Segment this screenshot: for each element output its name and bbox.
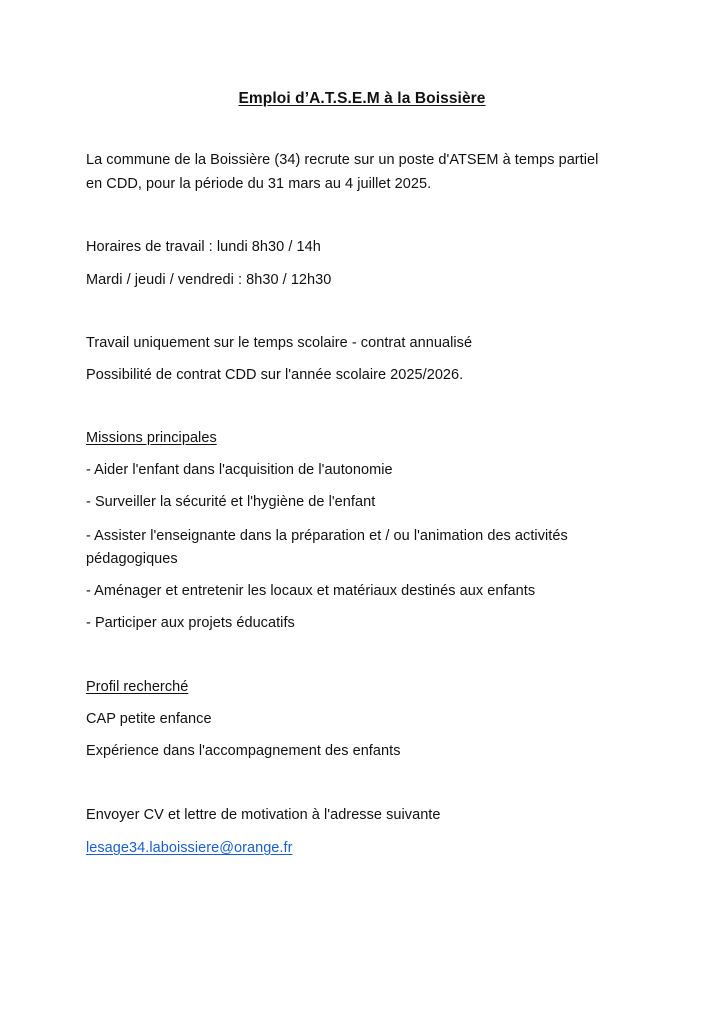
intro-line-1: La commune de la Boissière (34) recrute sur un poste d'ATSEM à temps partiel [86, 152, 599, 168]
contact-email-link[interactable]: lesage34.laboissiere@orange.fr [86, 840, 293, 856]
hours-line-2: Mardi / jeudi / vendredi : 8h30 / 12h30 [86, 272, 332, 288]
profile-heading: Profil recherché [86, 679, 189, 695]
intro-line-2: en CDD, pour la période du 31 mars au 4 juillet 2025. [86, 176, 432, 192]
mission-item-1: - Aider l'enfant dans l'acquisition de l'autonomie [86, 462, 393, 478]
hours-line-1: Horaires de travail : lundi 8h30 / 14h [86, 239, 321, 255]
mission-item-2: - Surveiller la sécurité et l'hygiène de l'enfant [86, 494, 376, 510]
mission-item-4: - Aménager et entretenir les locaux et matériaux destinés aux enfants [86, 583, 536, 599]
profile-line-2: Expérience dans l'accompagnement des enfants [86, 743, 401, 759]
mission-item-3-line-2: pédagogiques [86, 551, 178, 567]
mission-item-5: - Participer aux projets éducatifs [86, 615, 295, 631]
missions-heading: Missions principales [86, 430, 217, 446]
page-title: Emploi d’A.T.S.E.M à la Boissière [238, 90, 486, 107]
contract-line-1: Travail uniquement sur le temps scolaire - contrat annualisé [86, 335, 473, 351]
mission-item-3-line-1: - Assister l'enseignante dans la préparation et / ou l'animation des activités [86, 528, 568, 544]
contact-text: Envoyer CV et lettre de motivation à l'adresse suivante [86, 807, 441, 823]
profile-line-1: CAP petite enfance [86, 711, 212, 727]
contract-line-2: Possibilité de contrat CDD sur l'année scolaire 2025/2026. [86, 367, 464, 383]
